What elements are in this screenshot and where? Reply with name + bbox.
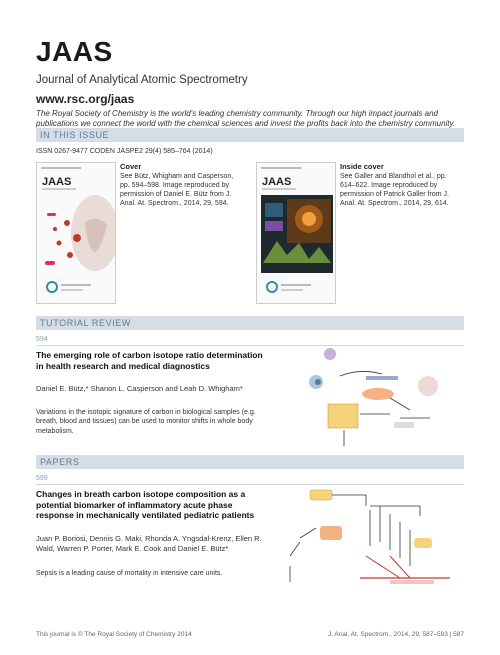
- inside-cover-caption: See Galler and Blandhol et al., pp. 614–622. Image reproduced by permission of Patrick Galler from J. Anal. At. Spectrom., 2014, 29, 614.: [340, 173, 449, 208]
- divider: [36, 484, 464, 485]
- footer-citation: J. Anal. At. Spectrom., 2014, 29, 587–593 | 587: [327, 631, 464, 638]
- paper-abstract: Sepsis is a leading cause of mortality in intensive care units.: [36, 570, 223, 577]
- inside-cover-journal-label: JAAS: [262, 176, 292, 188]
- paper-graphical-abstract: [280, 486, 464, 598]
- inside-cover-title: Inside cover: [340, 162, 384, 171]
- section-tutorial-review: TUTORIAL REVIEW: [36, 316, 464, 330]
- journal-url[interactable]: www.rsc.org/jaas: [36, 92, 135, 106]
- paper-page-number: 599: [36, 475, 48, 482]
- tutorial-page-number: 594: [36, 336, 48, 343]
- journal-full-name: Journal of Analytical Atomic Spectrometry: [36, 74, 248, 86]
- tagline: The Royal Society of Chemistry is the world's leading chemistry community. Through our high impact journals and publications we connect the world with the chemical sciences and invest the profits back into the chemistry community.: [36, 109, 456, 129]
- footer-copyright: This journal is © The Royal Society of Chemistry 2014: [36, 631, 192, 638]
- tutorial-title[interactable]: The emerging role of carbon isotope ratio determination in health research and medical diagnostics: [36, 350, 263, 371]
- cover-journal-label: JAAS: [42, 176, 72, 188]
- paper-title[interactable]: Changes in breath carbon isotope composition as a potential biomarker of inflammatory acute phase response in mechanically ventilated pediatric patients: [36, 489, 255, 521]
- cover-title: Cover: [120, 162, 142, 171]
- inside-cover-thumbnail[interactable]: [256, 162, 336, 304]
- section-in-this-issue: IN THIS ISSUE: [36, 128, 464, 142]
- inside-cover-image: [257, 163, 336, 304]
- paper-authors: Juan P. Boriosi, Dennis G. Maki, Rhonda A. Yngsdal-Krenz, Ellen R. Wald, Warren P. Porter, Mark E. Cook and Daniel E. Bütz*: [36, 534, 262, 553]
- issn-line: ISSN 0267-9477 CODEN JASPE2 29(4) 585–764 (2014): [36, 148, 213, 155]
- section-papers: PAPERS: [36, 455, 464, 469]
- journal-title: JAAS: [36, 36, 113, 67]
- tutorial-abstract: Variations in the isotopic signature of carbon in biological samples (e.g. breath, blood and tissues) can be used to monitor shifts in whole body metabolism.: [36, 409, 256, 435]
- cover-image: [37, 163, 116, 304]
- cover-caption: See Bütz, Whigham and Casperson, pp. 594–598. Image reproduced by permission of Daniel E. Bütz from J. Anal. At. Spectrom., 2014, 29, 594.: [120, 173, 234, 208]
- cover-thumbnail[interactable]: [36, 162, 116, 304]
- tutorial-graphical-abstract: [300, 346, 460, 454]
- tutorial-authors: Daniel E. Bütz,* Shanon L. Casperson and Leah D. Whigham*: [36, 384, 243, 393]
